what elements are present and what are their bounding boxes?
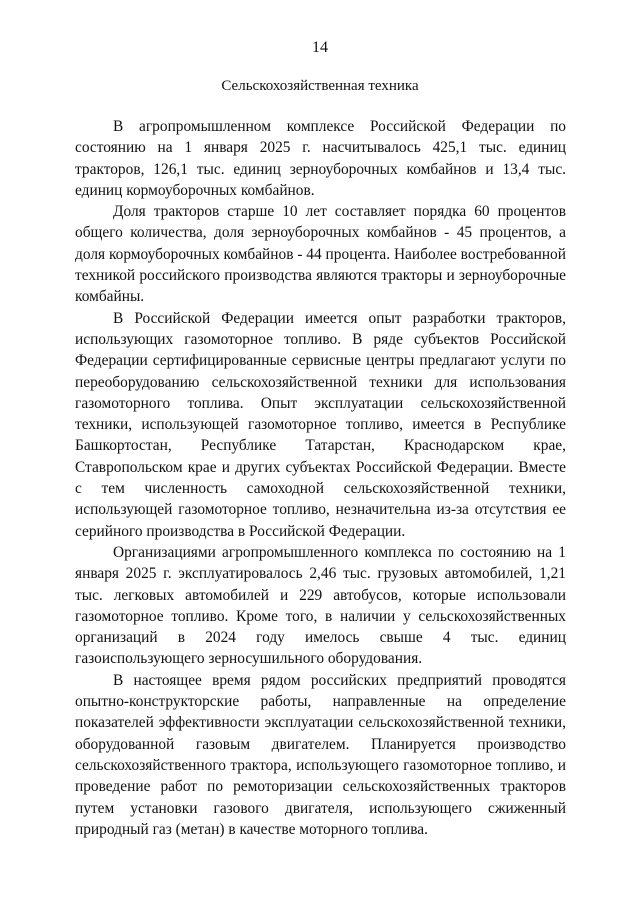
page-number: 14: [312, 39, 328, 56]
section-title: Сельскохозяйственная техника: [221, 78, 419, 94]
paragraph-gas-vehicles: Организациями агропромышленного комплекса по состоянию на 1 января 2025 г. эксплуатировалось 2,46 тыс. грузовых автомобилей, 1,21 тыс. легковых автомобилей и 229 автобусов, которые использовали газомоторное топливо. Кроме того, в наличии у сельскохозяйственных организаций в 2024 году имелось свыше 4 тыс. единиц газоиспользующего зерносушильного оборудования.: [75, 543, 566, 668]
paragraph-development-work: В настоящее время рядом российских предприятий проводятся опытно-конструкторские работы, направленные на определение показателей эффективности эксплуатации сельскохозяйственной техники, оборудованной газовым двигателем. Планируется производство сельскохозяйственного трактора, использующего газомоторное топливо, и проведение работ по ремоторизации сельскохозяйственных тракторов путем установки газового двигателя, использующего сжиженный природный газ (метан) в качестве моторного топлива.: [75, 671, 566, 838]
paragraph-equipment-stock: В агропромышленном комплексе Российской Федерации по состоянию на 1 января 2025 г. насчитывалось 425,1 тыс. единиц тракторов, 126,1 тыс. единиц зерноуборочных комбайнов и 13,4 тыс. единиц кормоуборочных комбайнов.: [75, 118, 566, 199]
paragraph-equipment-age: Доля тракторов старше 10 лет составляет порядка 60 процентов общего количества, доля зерноуборочных комбайнов - 45 процентов, а доля кормоуборочных комбайнов - 44 процента. Наиболее востребованной техникой российского производства являются тракторы и зерноуборочные комбайны.: [75, 203, 566, 306]
paragraph-gas-tractors: В Российской Федерации имеется опыт разработки тракторов, использующих газомоторное топливо. В ряде субъектов Российской Федерации сертифицированные сервисные центры предлагают услуги по переоборудованию сельскохозяйственной техники для использования газомоторного топлива. Опыт эксплуатации сельскохозяйственной техники, использующей газомоторное топливо, имеется в Республике Башкортостан, Республике Татарстан, Краснодарском крае, Ставропольском крае и других субъектах Российской Федерации. Вместе с тем численность самоходной сельскохозяйственной техники, использующей газомоторное топливо, незначительна из-за отсутствия ее серийного производства в Российской Федерации.: [75, 309, 566, 540]
body-text: [75, 116, 566, 840]
